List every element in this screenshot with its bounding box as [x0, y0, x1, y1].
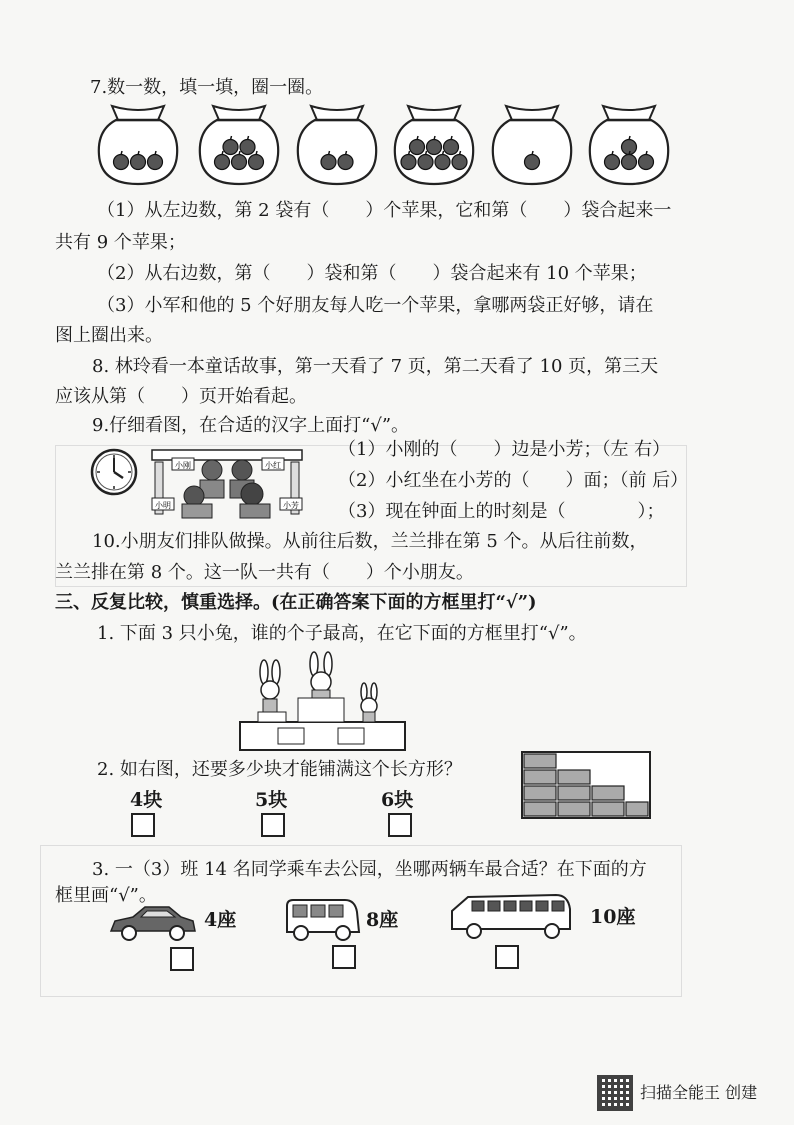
q9-sub3: （3）现在钟面上的时刻是（ ）；	[338, 501, 665, 522]
rabbit-icon	[310, 652, 332, 698]
s3-q1-text: 1. 下面 3 只小兔，谁的个子最高，在它下面的方框里打“√”。	[97, 623, 587, 644]
s3-q3-answer-box-1[interactable]	[170, 947, 194, 971]
apple-stem	[248, 136, 249, 140]
apple-stem	[239, 151, 240, 155]
van-icon	[283, 896, 363, 942]
apple-icon	[215, 155, 230, 170]
q7-sub2: （2）从右边数，第（ ）袋和第（ ）袋合起来有 10 个苹果；	[97, 263, 647, 284]
rabbit-icon	[260, 660, 280, 712]
apple-icon	[427, 140, 442, 155]
apple-icon	[401, 155, 416, 170]
apple-stem	[346, 151, 347, 155]
q7-sub1-line1: （1）从左边数，第 2 袋有（ ）个苹果，它和第（ ）袋合起来一	[97, 200, 672, 221]
s3-q3-answer-box-3[interactable]	[495, 945, 519, 969]
money-bag-icon	[298, 106, 376, 184]
apple-icon	[131, 155, 146, 170]
name-tag: 小明	[155, 501, 171, 510]
s3-q3-option-2: 8座	[366, 909, 399, 931]
s3-q3-option-1: 4座	[204, 909, 237, 931]
apple-stem	[256, 151, 257, 155]
apple-stem	[532, 151, 533, 155]
q7-sub1-line2: 共有 9 个苹果；	[55, 232, 186, 253]
apple-icon	[410, 140, 425, 155]
rabbits-illustration	[238, 650, 408, 750]
apple-stem	[443, 151, 444, 155]
s3-q3-option-3: 10座	[590, 906, 636, 928]
q8-line2: 应该从第（ ）页开始看起。	[55, 386, 307, 407]
q9-title: 9.仔细看图，在合适的汉字上面打“√”。	[92, 415, 410, 436]
apple-icon	[452, 155, 467, 170]
apple-bags	[0, 100, 794, 200]
apple-stem	[231, 136, 232, 140]
qr-code-icon	[597, 1075, 633, 1111]
apple-icon	[605, 155, 620, 170]
money-bag-icon	[200, 106, 278, 184]
q10-line2: 兰兰排在第 8 个。这一队一共有（ ）个小朋友。	[55, 562, 474, 583]
apple-stem	[426, 151, 427, 155]
apple-stem	[121, 151, 122, 155]
minibus-icon	[448, 889, 574, 941]
q10-line1: 10.小朋友们排队做操。从前往后数，兰兰排在第 5 个。从后往前数，	[92, 531, 648, 552]
apple-icon	[639, 155, 654, 170]
s3-q3-line2: 框里画“√”。	[55, 885, 157, 906]
apple-icon	[240, 140, 255, 155]
s3-q2-answer-box-3[interactable]	[388, 813, 412, 837]
apple-icon	[249, 155, 264, 170]
apple-stem	[629, 151, 630, 155]
s3-q2-answer-box-1[interactable]	[131, 813, 155, 837]
apple-icon	[444, 140, 459, 155]
apple-stem	[329, 151, 330, 155]
s3-q3-answer-box-2[interactable]	[332, 945, 356, 969]
apple-icon	[223, 140, 238, 155]
apple-stem	[417, 136, 418, 140]
apple-icon	[321, 155, 336, 170]
apple-icon	[418, 155, 433, 170]
money-bag-icon	[493, 106, 571, 184]
name-tag: 小红	[265, 461, 281, 470]
clock-icon	[89, 446, 139, 498]
apple-stem	[612, 151, 613, 155]
s3-q2-option-1: 4块	[130, 789, 163, 811]
s3-q2-answer-box-2[interactable]	[261, 813, 285, 837]
s3-q2-option-3: 6块	[381, 789, 414, 811]
apple-stem	[155, 151, 156, 155]
car-icon	[107, 903, 197, 943]
apple-stem	[434, 136, 435, 140]
q9-sub1: （1）小刚的（ ）边是小芳；（左 右）	[338, 439, 671, 460]
q7-sub3-line1: （3）小军和他的 5 个好朋友每人吃一个苹果，拿哪两袋正好够，请在	[97, 295, 654, 316]
apple-stem	[646, 151, 647, 155]
s3-q2-text: 2. 如右图，还要多少块才能铺满这个长方形？	[97, 759, 462, 780]
money-bag-icon	[99, 106, 177, 184]
apple-icon	[622, 155, 637, 170]
children-seating-illustration	[152, 442, 312, 524]
q8-line1: 8. 林玲看一本童话故事，第一天看了 7 页，第二天看了 10 页，第三天	[92, 356, 659, 377]
apple-stem	[222, 151, 223, 155]
apple-icon	[232, 155, 247, 170]
apple-stem	[138, 151, 139, 155]
apple-icon	[148, 155, 163, 170]
s3-q2-option-2: 5块	[255, 789, 288, 811]
apple-stem	[629, 136, 630, 140]
apple-stem	[409, 151, 410, 155]
q7-sub3-line2: 图上圈出来。	[55, 325, 163, 346]
apple-icon	[114, 155, 129, 170]
name-tag: 小芳	[283, 501, 299, 510]
s3-q3-line1: 3. 一（3）班 14 名同学乘车去公园，坐哪两辆车最合适？在下面的方	[92, 859, 647, 880]
apple-icon	[338, 155, 353, 170]
q7-title: 7.数一数，填一填，圈一圈。	[90, 77, 324, 98]
rabbit-icon	[361, 683, 377, 722]
section-3-heading: 三、反复比较，慎重选择。(在正确答案下面的方框里打“√”)	[55, 592, 537, 613]
apple-stem	[451, 136, 452, 140]
q9-sub2: （2）小红坐在小芳的（ ）面；（前 后）	[338, 470, 689, 491]
apple-icon	[435, 155, 450, 170]
apple-stem	[460, 151, 461, 155]
name-tag: 小刚	[175, 461, 191, 470]
scanner-watermark: 扫描全能王 创建	[640, 1083, 758, 1102]
brick-rectangle	[522, 752, 652, 820]
apple-icon	[525, 155, 540, 170]
